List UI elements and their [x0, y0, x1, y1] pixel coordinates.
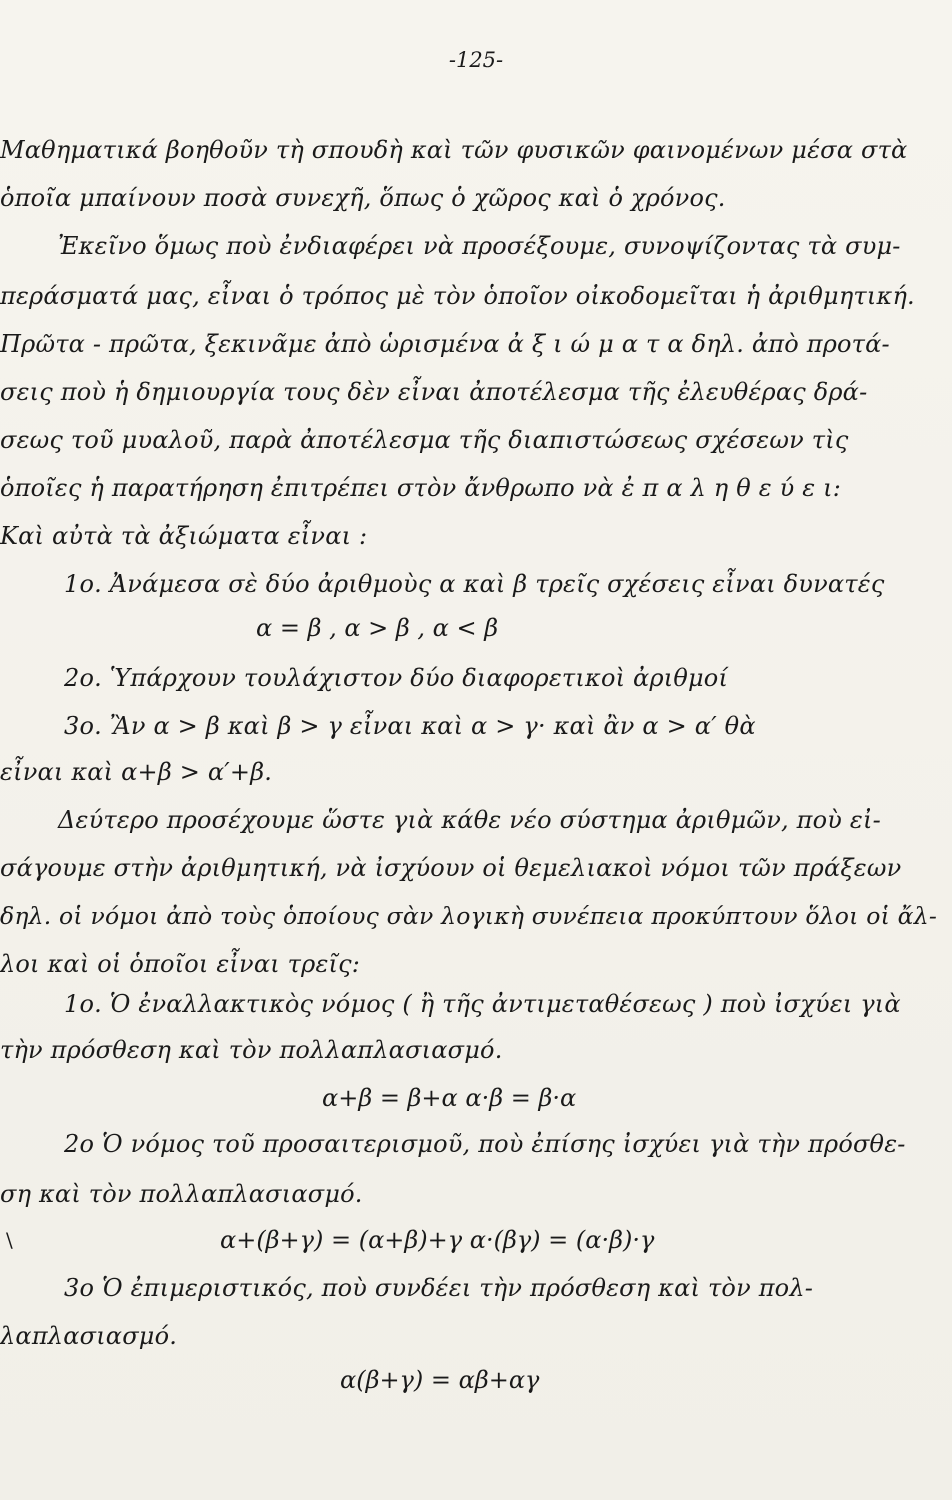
- margin-tick-mark: \: [6, 1228, 13, 1252]
- text-line-17: λοι καὶ οἱ ὁποῖοι εἶναι τρεῖς:: [0, 950, 361, 978]
- text-line-9: Καὶ αὐτὰ τὰ ἀξιώματα εἶναι :: [0, 522, 368, 550]
- law-2-formula: α+(β+γ) = (α+β)+γ α·(βγ) = (α·β)·γ: [220, 1226, 655, 1254]
- axiom-2: 2ο. Ὑπάρχουν τουλάχιστον δύο διαφορετικοὶ ἀριθμοί: [64, 664, 729, 692]
- text-line-7: σεως τοῦ μυαλοῦ, παρὰ ἀποτέλεσμα τῆς διαπιστώσεως σχέσεων τὶς: [0, 426, 849, 454]
- law-3: 3ο Ὁ ἐπιμεριστικός, ποὺ συνδέει τὴν πρόσθεση καὶ τὸν πολ-: [64, 1274, 814, 1302]
- law-1: 1ο. Ὁ ἐναλλακτικὸς νόμος ( ἢ τῆς ἀντιμεταθέσεως ) ποὺ ἰσχύει γιὰ: [64, 990, 901, 1018]
- axiom-1: 1ο. Ἀνάμεσα σὲ δύο ἀριθμοὺς α καὶ β τρεῖς σχέσεις εἶναι δυνατές: [64, 570, 885, 598]
- law-2: 2ο Ὁ νόμος τοῦ προσαιτερισμοῦ, ποὺ ἐπίσης ἰσχύει γιὰ τὴν πρόσθε-: [64, 1130, 906, 1158]
- page-number: -125-: [448, 48, 504, 72]
- text-line-8: ὁποῖες ἡ παρατήρηση ἐπιτρέπει στὸν ἄνθρωπο νὰ ἐ π α λ η θ ε ύ ε ι:: [0, 474, 842, 502]
- text-line-1: Μαθηματικά βοηθοῦν τὴ σπουδὴ καὶ τῶν φυσικῶν φαινομένων μέσα στὰ: [0, 136, 908, 164]
- text-line-4: περάσματά μας, εἶναι ὁ τρόπος μὲ τὸν ὁποῖον οἰκοδομεῖται ἡ ἀριθμητική.: [0, 282, 915, 310]
- text-line-16: δηλ. οἱ νόμοι ἀπὸ τοὺς ὁποίους σὰν λογικὴ συνέπεια προκύπτουν ὅλοι οἱ ἄλ-: [0, 902, 937, 930]
- axiom-3: 3ο. Ἂν α > β καὶ β > γ εἶναι καὶ α > γ· καὶ ἂν α > α′ θὰ: [64, 712, 756, 740]
- law-1-formula: α+β = β+α α·β = β·α: [322, 1084, 577, 1112]
- text-line-5: Πρῶτα - πρῶτα, ξεκινᾶμε ἀπὸ ὡρισμένα ἀ ξ ι ώ μ α τ α δηλ. ἀπὸ προτά-: [0, 330, 890, 358]
- text-line-6: σεις ποὺ ἡ δημιουργία τους δὲν εἶναι ἀποτέλεσμα τῆς ἐλευθέρας δρά-: [0, 378, 868, 406]
- axiom-3-cont: εἶναι καὶ α+β > α′+β.: [0, 758, 273, 786]
- text-line-14: Δεύτερο προσέχουμε ὥστε γιὰ κάθε νέο σύστημα ἀριθμῶν, ποὺ εἰ-: [58, 806, 881, 834]
- text-line-15: σάγουμε στὴν ἀριθμητική, νὰ ἰσχύουν οἱ θεμελιακοὶ νόμοι τῶν πράξεων: [0, 854, 902, 882]
- text-line-3: Ἐκεῖνο ὅμως ποὺ ἐνδιαφέρει νὰ προσέξουμε, συνοψίζοντας τὰ συμ-: [58, 232, 901, 260]
- axiom-1-formula: α = β , α > β , α < β: [256, 614, 499, 642]
- law-2-cont: ση καὶ τὸν πολλαπλασιασμό.: [0, 1180, 363, 1208]
- text-line-2: ὁποῖα μπαίνουν ποσὰ συνεχῆ, ὅπως ὁ χῶρος καὶ ὁ χρόνος.: [0, 184, 726, 212]
- law-3-cont: λαπλασιασμό.: [0, 1322, 178, 1350]
- law-1-cont: τὴν πρόσθεση καὶ τὸν πολλαπλασιασμό.: [0, 1036, 503, 1064]
- law-3-formula: α(β+γ) = αβ+αγ: [340, 1366, 540, 1394]
